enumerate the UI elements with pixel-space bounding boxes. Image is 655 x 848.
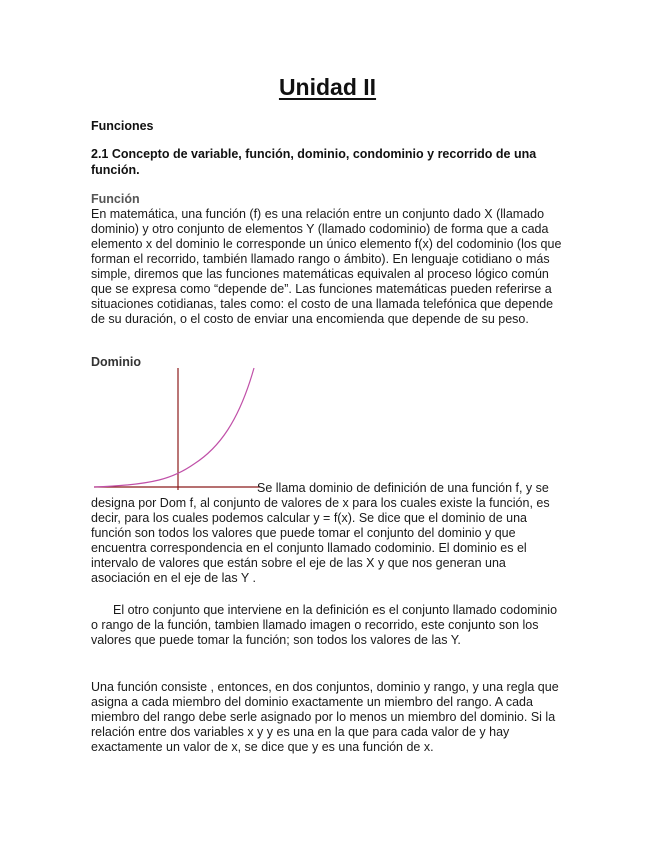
page-title: Unidad II (278, 74, 377, 100)
funcion-heading: Función (91, 192, 140, 206)
section-heading: Funciones (91, 119, 154, 133)
funcion-paragraph: En matemática, una función (f) es una relación entre un conjunto dado X (llamado dominio) y otro conjunto de elementos Y (llamado codominio) de forma que a cada elemento x del dominio le corresponde un único elemento f(x) del codominio (los que forman el recorrido, también llamado rango o ámbito). En lenguaje cotidiano o más simple, diremos que las funciones matemáticas equivalen al proceso lógico común que se expresa como “depende de”. Las funciones matemáticas pueden referirse a situaciones cotidianas, tales como: el costo de una llamada telefónica que depende de su duración, o el costo de enviar una encomienda que depende de su peso. (91, 207, 562, 326)
exponential-graph-figure (94, 366, 264, 492)
codominio-paragraph: El otro conjunto que interviene en la definición es el conjunto llamado codominio o rango de la función, tambien llamado imagen o recorrido, este conjunto son los valores que puede tomar la función; son todos los valores de las Y. (91, 603, 558, 647)
exponential-curve (94, 368, 254, 487)
dominio-heading: Dominio (91, 355, 141, 369)
subsection-heading: 2.1 Concepto de variable, función, dominio, condominio y recorrido de una función. (91, 147, 537, 177)
dominio-paragraph: Se llama dominio de definición de una función f, y se designa por Dom f, al conjunto de valores de x para los cuales existe la función, es decir, para los cuales podemos calcular y = f(x). Se dice que el dominio de una función son todos los valores que puede tomar el conjunto del dominio y que encuentra correspondencia en el conjunto llamado codominio. El dominio es el intervalo de valores que están sobre el eje de las X y que nos generan una asociación en el eje de las Y . (91, 481, 550, 585)
funcion-consiste-paragraph: Una función consiste , entonces, en dos conjuntos, dominio y rango, y una regla que asigna a cada miembro del dominio exactamente un miembro del rango. A cada miembro del rango debe serle asignado por lo menos un miembro del dominio. Si la relación entre dos variables x y y es una en la que para cada valor de y hay exactamente un valor de x, se dice que y es una función de x. (91, 680, 559, 754)
